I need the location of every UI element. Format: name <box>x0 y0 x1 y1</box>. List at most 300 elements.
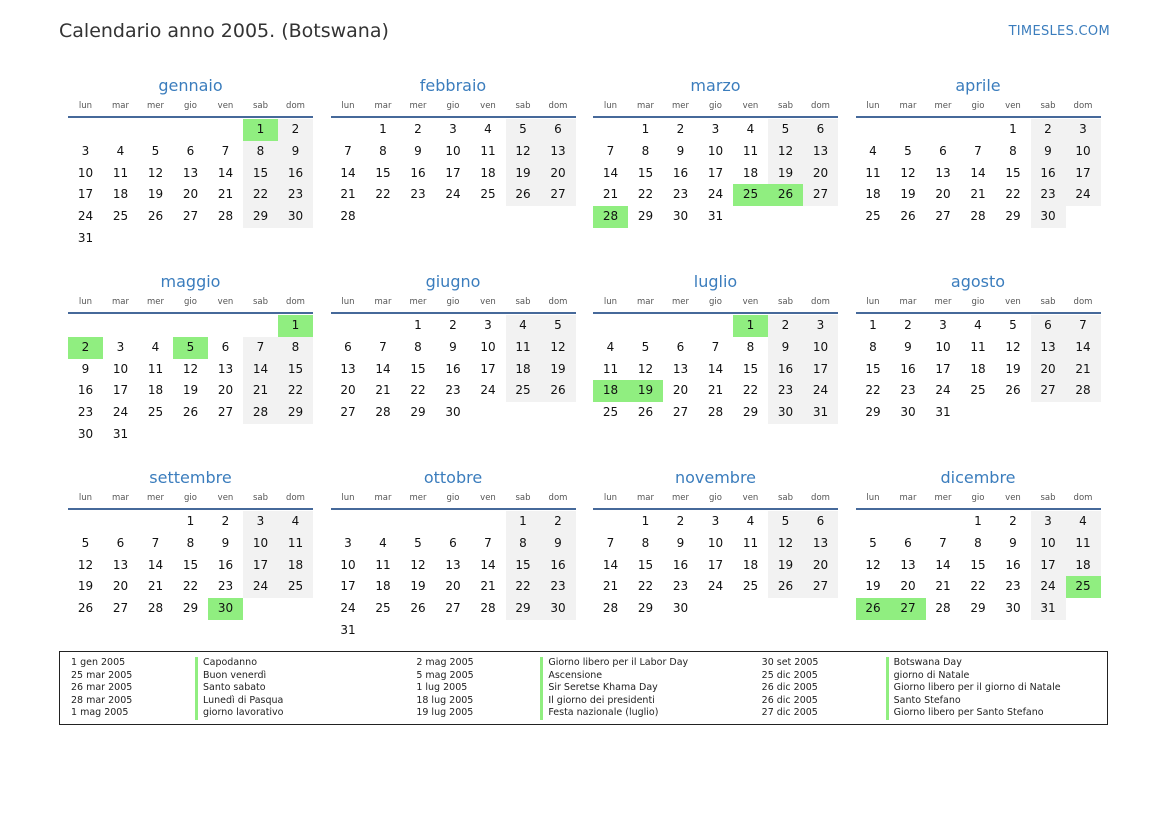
day-cell: 10 <box>480 339 496 354</box>
empty-cell <box>471 620 506 642</box>
day-cell: 28 <box>593 206 628 228</box>
day-cell: 27 <box>112 601 129 616</box>
day-cell: 22 <box>375 187 391 202</box>
day-cell: 30 <box>672 601 689 616</box>
day-cell: 28 <box>935 601 951 616</box>
month-giugno <box>331 270 576 466</box>
day-cell: 22 <box>410 383 426 398</box>
day-cell: 10 <box>340 557 356 572</box>
holiday-name: Santo sabato <box>195 682 266 695</box>
day-cell: 20 <box>803 163 838 185</box>
day-cell: 1 <box>506 511 541 533</box>
day-cell: 8 <box>379 143 387 158</box>
month-title: marzo <box>690 76 741 95</box>
day-cell: 16 <box>410 165 426 180</box>
day-cell: 12 <box>77 557 94 572</box>
day-cell: 12 <box>768 533 803 555</box>
empty-cell <box>331 119 366 141</box>
day-cell: 4 <box>116 143 125 158</box>
day-cell: 27 <box>672 405 689 420</box>
holiday-date: 25 mar 2005 <box>71 669 133 681</box>
day-cell: 27 <box>541 184 576 206</box>
day-cell: 1 <box>733 315 768 337</box>
empty-cell <box>541 402 576 424</box>
day-cell: 12 <box>541 337 576 359</box>
day-cell: 19 <box>541 359 576 381</box>
empty-cell <box>173 424 208 446</box>
legend-column <box>71 657 416 724</box>
day-cell: 14 <box>480 557 496 572</box>
day-cell: 16 <box>445 361 461 376</box>
legend-row <box>71 682 416 695</box>
day-cell: 11 <box>480 143 496 158</box>
weekday-label: ven <box>1005 297 1021 307</box>
day-cell: 10 <box>1066 141 1101 163</box>
empty-cell <box>401 620 436 642</box>
day-cell: 21 <box>602 187 619 202</box>
day-cell: 14 <box>375 361 391 376</box>
legend-row <box>762 707 1107 720</box>
day-cell: 26 <box>182 405 199 420</box>
day-cell: 21 <box>375 383 391 398</box>
day-cell: 2 <box>414 122 422 136</box>
day-cell: 15 <box>375 165 391 180</box>
weekday-label: ven <box>742 101 759 111</box>
empty-cell <box>138 315 173 337</box>
day-cell: 16 <box>217 557 234 572</box>
day-cell: 13 <box>672 361 689 376</box>
day-cell: 9 <box>278 141 313 163</box>
weekday-label: dom <box>548 493 568 503</box>
empty-cell <box>208 315 243 337</box>
weekday-label: sab <box>1040 297 1056 307</box>
day-cell: 1 <box>186 514 195 528</box>
weekday-label: mar <box>112 297 129 307</box>
day-cell: 7 <box>344 143 352 158</box>
day-cell: 17 <box>480 361 496 376</box>
day-cell: 26 <box>768 576 803 598</box>
day-cell: 25 <box>970 383 986 398</box>
day-cell: 18 <box>865 187 881 202</box>
day-cell: 23 <box>217 579 234 594</box>
month-title: luglio <box>693 272 738 291</box>
day-cell: 10 <box>1031 533 1066 555</box>
weekday-label: dom <box>1073 297 1093 307</box>
day-cell: 24 <box>112 405 129 420</box>
weekday-label: lun <box>866 493 880 503</box>
month-ottobre <box>331 466 576 662</box>
day-cell: 14 <box>935 557 951 572</box>
day-cell: 5 <box>768 119 803 141</box>
day-cell: 15 <box>742 361 759 376</box>
day-cell: 28 <box>243 402 278 424</box>
empty-cell <box>996 402 1031 424</box>
day-cell: 28 <box>707 405 724 420</box>
weekday-label: dom <box>548 297 568 307</box>
weekday-label: sab <box>777 101 794 111</box>
day-cell: 31 <box>935 405 951 420</box>
day-cell: 5 <box>768 511 803 533</box>
day-cell: 16 <box>768 359 803 381</box>
month-novembre <box>593 466 838 662</box>
day-cell: 28 <box>217 209 234 224</box>
holiday-date: 28 mar 2005 <box>71 694 133 706</box>
day-cell: 27 <box>182 209 199 224</box>
day-cell: 2 <box>1009 514 1017 528</box>
empty-cell <box>173 119 208 141</box>
day-cell: 28 <box>480 601 496 616</box>
weekday-label: lun <box>78 101 93 111</box>
month-title: agosto <box>950 272 1006 291</box>
empty-cell <box>593 315 628 337</box>
month-marzo <box>593 74 838 270</box>
day-cell: 19 <box>147 187 164 202</box>
day-cell: 12 <box>637 361 654 376</box>
legend-row <box>71 695 416 708</box>
day-cell: 2 <box>676 122 685 136</box>
day-cell: 26 <box>637 405 654 420</box>
holiday-date: 26 dic 2005 <box>761 694 818 706</box>
empty-cell <box>243 228 278 250</box>
day-cell: 12 <box>865 557 881 572</box>
day-cell: 22 <box>970 579 986 594</box>
empty-cell <box>1031 402 1066 424</box>
day-cell: 27 <box>803 576 838 598</box>
day-cell: 3 <box>1066 119 1101 141</box>
day-cell: 6 <box>904 535 912 550</box>
empty-cell <box>173 315 208 337</box>
day-cell: 26 <box>541 380 576 402</box>
day-cell: 17 <box>935 361 951 376</box>
weekday-label: mar <box>374 493 392 503</box>
day-cell: 3 <box>803 315 838 337</box>
holiday-name: Giorno libero per il giorno di Natale <box>886 682 1061 695</box>
day-cell: 11 <box>375 557 391 572</box>
day-cell: 28 <box>602 601 619 616</box>
day-cell: 20 <box>445 579 461 594</box>
day-cell: 23 <box>278 184 313 206</box>
day-cell: 30 <box>208 598 243 620</box>
empty-cell <box>366 620 401 642</box>
holiday-name: Buon venerdì <box>195 670 266 683</box>
day-cell: 23 <box>768 380 803 402</box>
day-cell: 25 <box>865 209 881 224</box>
day-cell: 21 <box>1066 359 1101 381</box>
day-cell: 20 <box>217 383 234 398</box>
holiday-name: Santo Stefano <box>886 695 961 708</box>
empty-cell <box>856 119 891 141</box>
weekday-label: mar <box>112 101 129 111</box>
empty-cell <box>733 206 768 228</box>
day-cell: 6 <box>676 339 685 354</box>
empty-cell <box>366 206 401 228</box>
day-cell: 19 <box>506 163 541 185</box>
day-cell: 24 <box>77 209 94 224</box>
day-cell: 16 <box>1031 163 1066 185</box>
day-cell: 8 <box>641 535 650 550</box>
day-cell: 3 <box>243 511 278 533</box>
empty-cell <box>243 424 278 446</box>
day-cell: 31 <box>803 402 838 424</box>
day-cell: 7 <box>974 143 982 158</box>
empty-cell <box>471 402 506 424</box>
day-cell: 13 <box>445 557 461 572</box>
day-cell: 20 <box>112 579 129 594</box>
day-cell: 14 <box>340 165 356 180</box>
day-cell: 19 <box>1005 361 1021 376</box>
day-cell: 17 <box>707 165 724 180</box>
day-cell: 30 <box>541 598 576 620</box>
day-cell: 30 <box>672 209 689 224</box>
empty-cell <box>208 119 243 141</box>
day-cell: 6 <box>116 535 125 550</box>
day-cell: 13 <box>935 165 951 180</box>
day-cell: 24 <box>445 187 461 202</box>
day-cell: 13 <box>340 361 356 376</box>
day-cell: 11 <box>506 337 541 359</box>
weekday-header <box>856 97 1101 118</box>
legend-row <box>416 682 761 695</box>
empty-cell <box>593 511 628 533</box>
day-cell: 6 <box>344 339 352 354</box>
month-title: febbraio <box>419 76 487 95</box>
day-grid <box>331 511 576 642</box>
day-cell: 8 <box>243 141 278 163</box>
weekday-label: mer <box>146 101 164 111</box>
day-cell: 20 <box>672 383 689 398</box>
day-cell: 15 <box>637 557 654 572</box>
day-cell: 21 <box>935 579 951 594</box>
empty-cell <box>331 315 366 337</box>
month-title: aprile <box>955 76 1001 95</box>
weekday-label: lun <box>78 493 93 503</box>
empty-cell <box>961 119 996 141</box>
day-cell: 7 <box>711 339 720 354</box>
day-grid <box>593 511 838 620</box>
empty-cell <box>436 511 471 533</box>
weekday-label: sab <box>1040 101 1056 111</box>
day-cell: 25 <box>1066 576 1101 598</box>
month-title: ottobre <box>423 468 483 487</box>
empty-cell <box>103 511 138 533</box>
holiday-date: 1 lug 2005 <box>416 682 468 694</box>
day-cell: 22 <box>865 383 881 398</box>
day-cell: 28 <box>375 405 391 420</box>
empty-cell <box>961 402 996 424</box>
day-cell: 29 <box>637 601 654 616</box>
day-cell: 8 <box>278 337 313 359</box>
weekday-label: sab <box>1040 493 1056 503</box>
weekday-label: sab <box>515 101 531 111</box>
day-cell: 18 <box>1066 555 1101 577</box>
holiday-name: Il giorno dei presidenti <box>540 695 655 708</box>
day-cell: 10 <box>803 337 838 359</box>
day-cell: 12 <box>182 361 199 376</box>
day-cell: 23 <box>672 579 689 594</box>
day-grid <box>331 119 576 228</box>
day-cell: 23 <box>900 383 916 398</box>
brand-link[interactable]: TIMESLES.COM <box>1008 24 1110 39</box>
day-cell: 25 <box>375 601 391 616</box>
empty-cell <box>278 424 313 446</box>
weekday-label: ven <box>217 297 234 307</box>
day-cell: 2 <box>541 511 576 533</box>
day-cell: 26 <box>77 601 94 616</box>
day-cell: 16 <box>278 163 313 185</box>
weekday-label: mer <box>409 101 427 111</box>
day-cell: 14 <box>217 165 234 180</box>
holiday-name: Sir Seretse Khama Day <box>540 682 657 695</box>
day-cell: 24 <box>243 576 278 598</box>
weekday-label: mer <box>146 297 164 307</box>
empty-cell <box>103 119 138 141</box>
day-cell: 26 <box>768 184 803 206</box>
holiday-name: Botswana Day <box>886 657 962 670</box>
holiday-date: 26 mar 2005 <box>71 682 133 694</box>
day-cell: 18 <box>593 380 628 402</box>
day-cell: 14 <box>602 165 619 180</box>
day-cell: 19 <box>768 555 803 577</box>
weekday-label: lun <box>341 101 355 111</box>
holiday-legend <box>59 651 1108 725</box>
day-cell: 3 <box>344 535 352 550</box>
day-cell: 26 <box>900 209 916 224</box>
month-dicembre <box>856 466 1101 662</box>
day-cell: 1 <box>974 514 982 528</box>
empty-cell <box>173 228 208 250</box>
empty-cell <box>436 206 471 228</box>
weekday-label: mer <box>409 297 427 307</box>
empty-cell <box>138 119 173 141</box>
day-cell: 12 <box>410 557 426 572</box>
weekday-label: mer <box>934 493 952 503</box>
day-cell: 15 <box>506 555 541 577</box>
day-cell: 25 <box>112 209 129 224</box>
day-cell: 7 <box>221 143 230 158</box>
day-cell: 25 <box>147 405 164 420</box>
day-cell: 24 <box>1066 184 1101 206</box>
weekday-label: mer <box>671 493 689 503</box>
day-cell: 29 <box>278 402 313 424</box>
legend-row <box>762 670 1107 683</box>
day-cell: 23 <box>410 187 426 202</box>
weekday-label: gio <box>971 101 985 111</box>
day-cell: 17 <box>707 557 724 572</box>
day-cell: 1 <box>414 318 422 332</box>
day-cell: 8 <box>974 535 982 550</box>
weekday-label: mar <box>899 297 917 307</box>
day-cell: 11 <box>278 533 313 555</box>
day-cell: 4 <box>1066 511 1101 533</box>
day-cell: 18 <box>970 361 986 376</box>
day-cell: 26 <box>410 601 426 616</box>
empty-cell <box>1066 402 1101 424</box>
day-cell: 13 <box>541 141 576 163</box>
day-cell: 24 <box>480 383 496 398</box>
day-cell: 12 <box>900 165 916 180</box>
month-maggio <box>68 270 313 466</box>
day-cell: 6 <box>939 143 947 158</box>
day-cell: 7 <box>243 337 278 359</box>
day-cell: 1 <box>641 122 650 136</box>
month-settembre <box>68 466 313 662</box>
day-cell: 16 <box>1005 557 1021 572</box>
day-cell: 31 <box>340 622 356 637</box>
day-cell: 20 <box>541 163 576 185</box>
weekday-label: lun <box>866 297 880 307</box>
day-cell: 8 <box>1009 143 1017 158</box>
day-cell: 15 <box>970 557 986 572</box>
day-cell: 22 <box>637 579 654 594</box>
weekday-label: dom <box>811 493 830 503</box>
empty-cell <box>506 402 541 424</box>
day-cell: 2 <box>221 514 230 528</box>
day-cell: 16 <box>672 557 689 572</box>
weekday-header <box>593 97 838 118</box>
day-cell: 7 <box>151 535 160 550</box>
weekday-label: lun <box>603 101 618 111</box>
empty-cell <box>208 228 243 250</box>
day-cell: 13 <box>900 557 916 572</box>
day-cell: 13 <box>217 361 234 376</box>
day-cell: 4 <box>746 514 755 528</box>
weekday-label: dom <box>286 297 305 307</box>
day-cell: 18 <box>147 383 164 398</box>
day-cell: 29 <box>1005 209 1021 224</box>
day-cell: 14 <box>1066 337 1101 359</box>
day-cell: 6 <box>803 119 838 141</box>
day-cell: 5 <box>506 119 541 141</box>
day-cell: 19 <box>182 383 199 398</box>
day-cell: 17 <box>243 555 278 577</box>
weekday-label: sab <box>252 297 269 307</box>
weekday-header <box>331 489 576 510</box>
day-cell: 22 <box>243 184 278 206</box>
day-cell: 9 <box>1009 535 1017 550</box>
day-cell: 24 <box>340 601 356 616</box>
day-cell: 19 <box>900 187 916 202</box>
legend-row <box>416 695 761 708</box>
day-cell: 26 <box>506 184 541 206</box>
day-cell: 31 <box>112 426 129 441</box>
day-cell: 9 <box>904 339 912 354</box>
empty-cell <box>401 206 436 228</box>
day-cell: 9 <box>768 337 803 359</box>
day-cell: 1 <box>869 318 877 332</box>
month-title: maggio <box>160 272 221 291</box>
empty-cell <box>243 315 278 337</box>
day-cell: 13 <box>112 557 129 572</box>
weekday-label: gio <box>709 297 722 307</box>
day-cell: 30 <box>1031 206 1066 228</box>
empty-cell <box>856 511 891 533</box>
day-cell: 16 <box>900 361 916 376</box>
day-cell: 15 <box>278 359 313 381</box>
day-cell: 2 <box>68 337 103 359</box>
legend-row <box>762 657 1107 670</box>
day-cell: 1 <box>641 514 650 528</box>
day-cell: 30 <box>900 405 916 420</box>
day-cell: 7 <box>606 535 615 550</box>
day-cell: 16 <box>77 383 94 398</box>
empty-cell <box>803 598 838 620</box>
weekday-label: dom <box>1073 101 1093 111</box>
empty-cell <box>366 315 401 337</box>
empty-cell <box>1066 206 1101 228</box>
day-cell: 10 <box>935 339 951 354</box>
day-cell: 29 <box>637 209 654 224</box>
day-cell: 9 <box>221 535 230 550</box>
